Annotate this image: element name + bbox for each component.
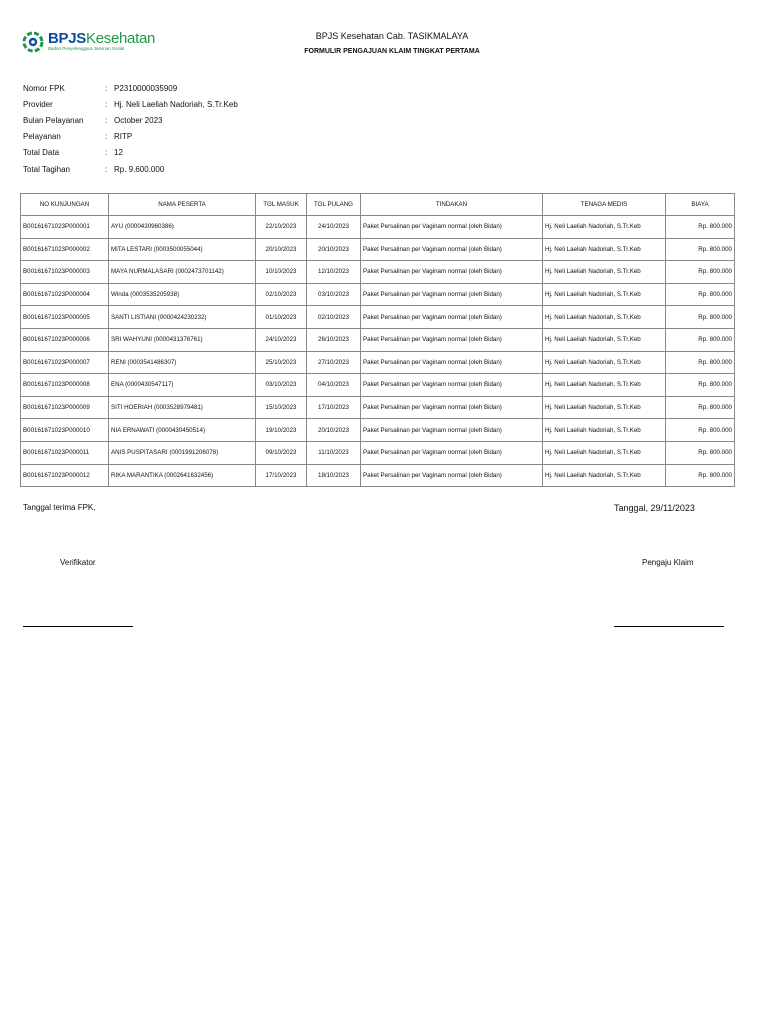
column-header-nama-peserta: NAMA PESERTA [109,194,256,216]
verifier-signature-line [23,626,133,627]
table-row [21,306,735,329]
cell-tindakan: Paket Persalinan per Vaginam normal (oleh Bidan) [361,216,543,239]
info-value: RITP [114,132,133,142]
cell-tindakan: Paket Persalinan per Vaginam normal (oleh Bidan) [361,464,543,487]
cell-tgl-pulang: 03/10/2023 [307,283,361,306]
cell-tenaga-medis: Hj. Neli Laeliah Nadoriah, S.Tr.Keb [543,464,666,487]
cell-tenaga-medis: Hj. Neli Laeliah Nadoriah, S.Tr.Keb [543,238,666,261]
cell-tgl-masuk: 25/10/2023 [256,351,307,374]
column-header-tgl-pulang: TGL PULANG [307,194,361,216]
cell-no-kunjungan: B00161671023P000009 [21,396,109,419]
info-separator: : [105,115,108,125]
cell-biaya: Rp. 800.000 [666,374,735,397]
cell-biaya: Rp. 800.000 [666,419,735,442]
cell-tenaga-medis: Hj. Neli Laeliah Nadoriah, S.Tr.Keb [543,306,666,329]
info-row [23,145,238,161]
info-row [23,80,238,96]
cell-tenaga-medis: Hj. Neli Laeliah Nadoriah, S.Tr.Keb [543,328,666,351]
cell-no-kunjungan: B00161671023P000003 [21,261,109,284]
table-row [21,419,735,442]
cell-biaya: Rp. 800.000 [666,261,735,284]
cell-tgl-masuk: 19/10/2023 [256,419,307,442]
cell-no-kunjungan: B00161671023P000004 [21,283,109,306]
column-header-tindakan: TINDAKAN [361,194,543,216]
cell-no-kunjungan: B00161671023P000010 [21,419,109,442]
cell-nama-peserta: MITA LESTARI (0003500055044) [109,238,256,261]
column-header-tenaga-medis: TENAGA MEDIS [543,194,666,216]
cell-tgl-pulang: 04/10/2023 [307,374,361,397]
table-row [21,216,735,239]
verifier-label: Verifikator [60,558,96,567]
cell-tenaga-medis: Hj. Neli Laeliah Nadoriah, S.Tr.Keb [543,261,666,284]
cell-tenaga-medis: Hj. Neli Laeliah Nadoriah, S.Tr.Keb [543,283,666,306]
cell-biaya: Rp. 800.000 [666,283,735,306]
info-label: Bulan Pelayanan [23,115,84,125]
claimant-signature-line [614,626,724,627]
logo-tagline: Badan Penyelenggara Jaminan Sosial [48,46,125,51]
cell-tindakan: Paket Persalinan per Vaginam normal (oleh Bidan) [361,328,543,351]
cell-tenaga-medis: Hj. Neli Laeliah Nadoriah, S.Tr.Keb [543,374,666,397]
info-value: Rp. 9.600.000 [114,164,165,174]
cell-tgl-pulang: 27/10/2023 [307,351,361,374]
cell-tgl-pulang: 12/10/2023 [307,261,361,284]
info-row [23,129,238,145]
cell-tgl-pulang: 17/10/2023 [307,396,361,419]
table-header-row [21,194,735,216]
cell-no-kunjungan: B00161671023P000005 [21,306,109,329]
cell-tenaga-medis: Hj. Neli Laeliah Nadoriah, S.Tr.Keb [543,351,666,374]
info-row [23,161,238,177]
table-row [21,396,735,419]
branch-name: BPJS Kesehatan Cab. TASIKMALAYA [315,31,469,41]
cell-tgl-masuk: 24/10/2023 [256,328,307,351]
info-separator: : [105,99,108,109]
cell-tindakan: Paket Persalinan per Vaginam normal (oleh Bidan) [361,374,543,397]
cell-biaya: Rp. 800.000 [666,464,735,487]
info-label: Pelayanan [23,132,61,142]
cell-nama-peserta: Winda (0003535205938) [109,283,256,306]
cell-nama-peserta: MAYA NURMALASARI (0002473701142) [109,261,256,284]
cell-tgl-masuk: 17/10/2023 [256,464,307,487]
cell-tenaga-medis: Hj. Neli Laeliah Nadoriah, S.Tr.Keb [543,396,666,419]
table-row [21,261,735,284]
cell-tenaga-medis: Hj. Neli Laeliah Nadoriah, S.Tr.Keb [543,216,666,239]
cell-tindakan: Paket Persalinan per Vaginam normal (oleh Bidan) [361,441,543,464]
cell-tindakan: Paket Persalinan per Vaginam normal (oleh Bidan) [361,261,543,284]
cell-tgl-masuk: 03/10/2023 [256,374,307,397]
cell-tgl-pulang: 18/10/2023 [307,464,361,487]
cell-no-kunjungan: B00161671023P000001 [21,216,109,239]
info-value: October 2023 [114,115,163,125]
cell-nama-peserta: RENI (0003541486307) [109,351,256,374]
info-value: 12 [114,148,123,158]
table-row [21,441,735,464]
form-title: FORMULIR PENGAJUAN KLAIM TINGKAT PERTAMA [304,48,480,55]
cell-tgl-pulang: 11/10/2023 [307,441,361,464]
cell-tindakan: Paket Persalinan per Vaginam normal (oleh Bidan) [361,419,543,442]
column-header-biaya: BIAYA [666,194,735,216]
cell-no-kunjungan: B00161671023P000007 [21,351,109,374]
cell-tgl-pulang: 20/10/2023 [307,238,361,261]
cell-tindakan: Paket Persalinan per Vaginam normal (oleh Bidan) [361,306,543,329]
cell-biaya: Rp. 800.000 [666,306,735,329]
cell-nama-peserta: AYU (0000430960386) [109,216,256,239]
cell-nama-peserta: NIA ERNAWATI (0000430450514) [109,419,256,442]
cell-nama-peserta: ANIS PUSPITASARI (0001991206078) [109,441,256,464]
info-separator: : [105,83,108,93]
claim-info [23,80,238,177]
cell-tgl-pulang: 02/10/2023 [307,306,361,329]
info-label: Provider [23,99,53,109]
cell-biaya: Rp. 800.000 [666,441,735,464]
cell-biaya: Rp. 800.000 [666,396,735,419]
cell-tenaga-medis: Hj. Neli Laeliah Nadoriah, S.Tr.Keb [543,441,666,464]
cell-tgl-masuk: 01/10/2023 [256,306,307,329]
column-header-tgl-masuk: TGL MASUK [256,194,307,216]
info-row [23,112,238,128]
cell-no-kunjungan: B00161671023P000006 [21,328,109,351]
info-value: Hj. Neli Laeliah Nadoriah, S.Tr.Keb [114,99,238,109]
column-header-no-kunjungan: NO KUNJUNGAN [21,194,109,216]
cell-biaya: Rp. 800.000 [666,328,735,351]
cell-tenaga-medis: Hj. Neli Laeliah Nadoriah, S.Tr.Keb [543,419,666,442]
cell-nama-peserta: SRI WAHYUNI (0000431376761) [109,328,256,351]
table-row [21,238,735,261]
submission-date: Tanggal, 29/11/2023 [614,503,695,513]
claims-table [20,193,735,487]
cell-no-kunjungan: B00161671023P000012 [21,464,109,487]
cell-tgl-pulang: 26/10/2023 [307,328,361,351]
cell-tgl-pulang: 20/10/2023 [307,419,361,442]
logo-brand: BPJSKesehatan [48,30,156,47]
table-row [21,351,735,374]
cell-tgl-masuk: 22/10/2023 [256,216,307,239]
cell-nama-peserta: SITI HOERIAH (0003528979481) [109,396,256,419]
table-row [21,328,735,351]
cell-tindakan: Paket Persalinan per Vaginam normal (oleh Bidan) [361,238,543,261]
info-separator: : [105,148,108,158]
cell-tgl-masuk: 15/10/2023 [256,396,307,419]
table-row [21,283,735,306]
info-label: Nomor FPK [23,83,65,93]
cell-nama-peserta: RIKA MARANTIKA (0002641632456) [109,464,256,487]
table-row [21,374,735,397]
info-value: P2310000035909 [114,83,178,93]
info-separator: : [105,164,108,174]
claimant-label: Pengaju Klaim [642,558,694,567]
cell-biaya: Rp. 800.000 [666,351,735,374]
table-row [21,464,735,487]
cell-tgl-masuk: 20/10/2023 [256,238,307,261]
cell-tgl-masuk: 10/10/2023 [256,261,307,284]
cell-tgl-masuk: 09/10/2023 [256,441,307,464]
cell-biaya: Rp. 800.000 [666,238,735,261]
cell-nama-peserta: SANTI LISTIANI (0000424230232) [109,306,256,329]
cell-tgl-pulang: 24/10/2023 [307,216,361,239]
cell-no-kunjungan: B00161671023P000008 [21,374,109,397]
cell-tindakan: Paket Persalinan per Vaginam normal (oleh Bidan) [361,283,543,306]
cell-nama-peserta: ENA (0000430547117) [109,374,256,397]
info-row [23,96,238,112]
info-label: Total Tagihan [23,164,70,174]
cell-biaya: Rp. 800.000 [666,216,735,239]
info-label: Total Data [23,148,60,158]
cell-tindakan: Paket Persalinan per Vaginam normal (oleh Bidan) [361,396,543,419]
received-date-label: Tanggal terima FPK, [23,503,96,512]
cell-tgl-masuk: 02/10/2023 [256,283,307,306]
cell-no-kunjungan: B00161671023P000002 [21,238,109,261]
cell-tindakan: Paket Persalinan per Vaginam normal (oleh Bidan) [361,351,543,374]
cell-no-kunjungan: B00161671023P000011 [21,441,109,464]
info-separator: : [105,132,108,142]
